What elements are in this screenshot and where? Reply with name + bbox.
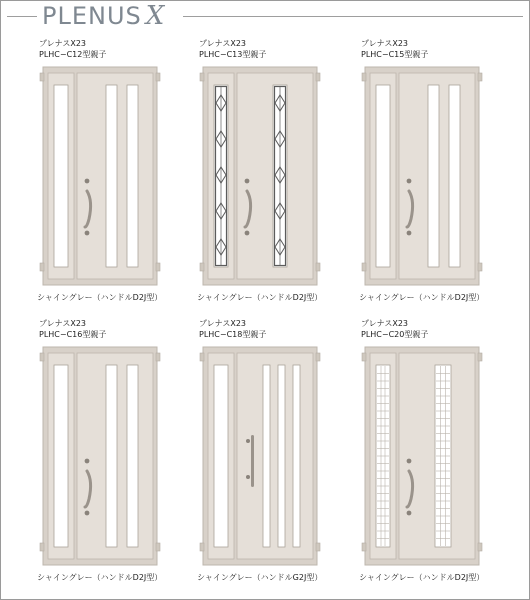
door-model: PLHC−C13型親子	[199, 50, 267, 59]
frame-ear-right	[156, 353, 160, 361]
brand-name: PLENUS	[42, 2, 142, 30]
frame-ear-right	[316, 353, 320, 361]
lock-cylinder-upper	[407, 179, 412, 184]
lock-cylinder-upper	[246, 439, 250, 443]
door-caption: シャイングレー（ハンドルD2J型）	[37, 573, 163, 582]
frame-ear-left-low	[362, 263, 366, 271]
frame-ear-left-low	[200, 543, 204, 551]
door-model: PLHC−C16型親子	[39, 330, 107, 339]
lock-cylinder-lower	[85, 231, 90, 236]
side-glass	[376, 85, 390, 267]
door-series: プレナスX23	[361, 39, 409, 48]
door-card-c20[interactable]	[323, 319, 493, 599]
door-caption: シャイングレー（ハンドルD2J型）	[37, 293, 163, 302]
main-glass-1	[428, 85, 439, 267]
frame-ear-left-low	[40, 543, 44, 551]
frame-ear-right-low	[316, 543, 320, 551]
main-leaf	[237, 353, 313, 559]
frame-ear-right-low	[156, 263, 160, 271]
door-series: プレナスX23	[39, 319, 87, 328]
lock-cylinder-lower	[407, 231, 412, 236]
door-caption: シャイングレー（ハンドルD2J型）	[359, 293, 485, 302]
frame-ear-right	[156, 73, 160, 81]
door-caption: シャイングレー（ハンドルD2J型）	[359, 573, 485, 582]
door-card-c12[interactable]	[1, 39, 171, 319]
door-caption: シャイングレー（ハンドルD2J型）	[197, 293, 323, 302]
frame-ear-right-low	[478, 263, 482, 271]
frame-ear-left	[40, 73, 44, 81]
main-glass-1	[106, 85, 117, 267]
frame-ear-left	[200, 73, 204, 81]
frame-ear-left-low	[40, 263, 44, 271]
frame-ear-right-low	[478, 543, 482, 551]
door-model: PLHC−C12型親子	[39, 50, 107, 59]
door-illustration	[39, 343, 161, 569]
main-glass-2	[127, 85, 138, 267]
door-model: PLHC−C18型親子	[199, 330, 267, 339]
door-caption: シャイングレー（ハンドルG2J型）	[197, 573, 323, 582]
frame-ear-left	[200, 353, 204, 361]
side-glass	[214, 365, 228, 547]
main-glass-2	[278, 365, 285, 547]
lock-cylinder-lower	[407, 511, 412, 516]
door-card-c16[interactable]	[1, 319, 171, 599]
handle-bar	[251, 435, 254, 487]
frame-ear-right-low	[316, 263, 320, 271]
main-glass-1	[263, 365, 270, 547]
frame-ear-left	[40, 353, 44, 361]
door-card-c13[interactable]	[161, 39, 331, 319]
door-illustration	[199, 63, 321, 289]
door-illustration	[361, 63, 483, 289]
door-series: プレナスX23	[361, 319, 409, 328]
main-glass-3	[293, 365, 300, 547]
door-illustration	[361, 343, 483, 569]
side-glass	[54, 365, 68, 547]
frame-ear-left-low	[200, 263, 204, 271]
door-series: プレナスX23	[199, 39, 247, 48]
main-glass-1	[106, 365, 117, 547]
frame-ear-right	[478, 353, 482, 361]
door-model: PLHC−C20型親子	[361, 330, 429, 339]
frame-ear-left-low	[362, 543, 366, 551]
frame-ear-left	[362, 353, 366, 361]
door-illustration	[39, 63, 161, 289]
brand-rule-left	[7, 16, 37, 17]
side-glass	[54, 85, 68, 267]
main-glass-2	[127, 365, 138, 547]
lock-cylinder-lower	[246, 475, 250, 479]
lock-cylinder-upper	[85, 459, 90, 464]
door-series: プレナスX23	[199, 319, 247, 328]
brand-mark: X	[145, 1, 166, 31]
brand-logo	[42, 1, 165, 31]
lock-cylinder-upper	[245, 179, 250, 184]
lock-cylinder-lower	[85, 511, 90, 516]
frame-ear-left	[362, 73, 366, 81]
lock-cylinder-lower	[245, 231, 250, 236]
brand-rule-right	[183, 16, 523, 17]
door-series: プレナスX23	[39, 39, 87, 48]
lock-cylinder-upper	[407, 459, 412, 464]
door-model: PLHC−C15型親子	[361, 50, 429, 59]
door-illustration	[199, 343, 321, 569]
frame-ear-right-low	[156, 543, 160, 551]
lock-cylinder-upper	[85, 179, 90, 184]
frame-ear-right	[478, 73, 482, 81]
main-glass-2	[449, 85, 460, 267]
frame-ear-right	[316, 73, 320, 81]
door-card-c15[interactable]	[323, 39, 493, 319]
door-card-c18[interactable]	[161, 319, 331, 599]
